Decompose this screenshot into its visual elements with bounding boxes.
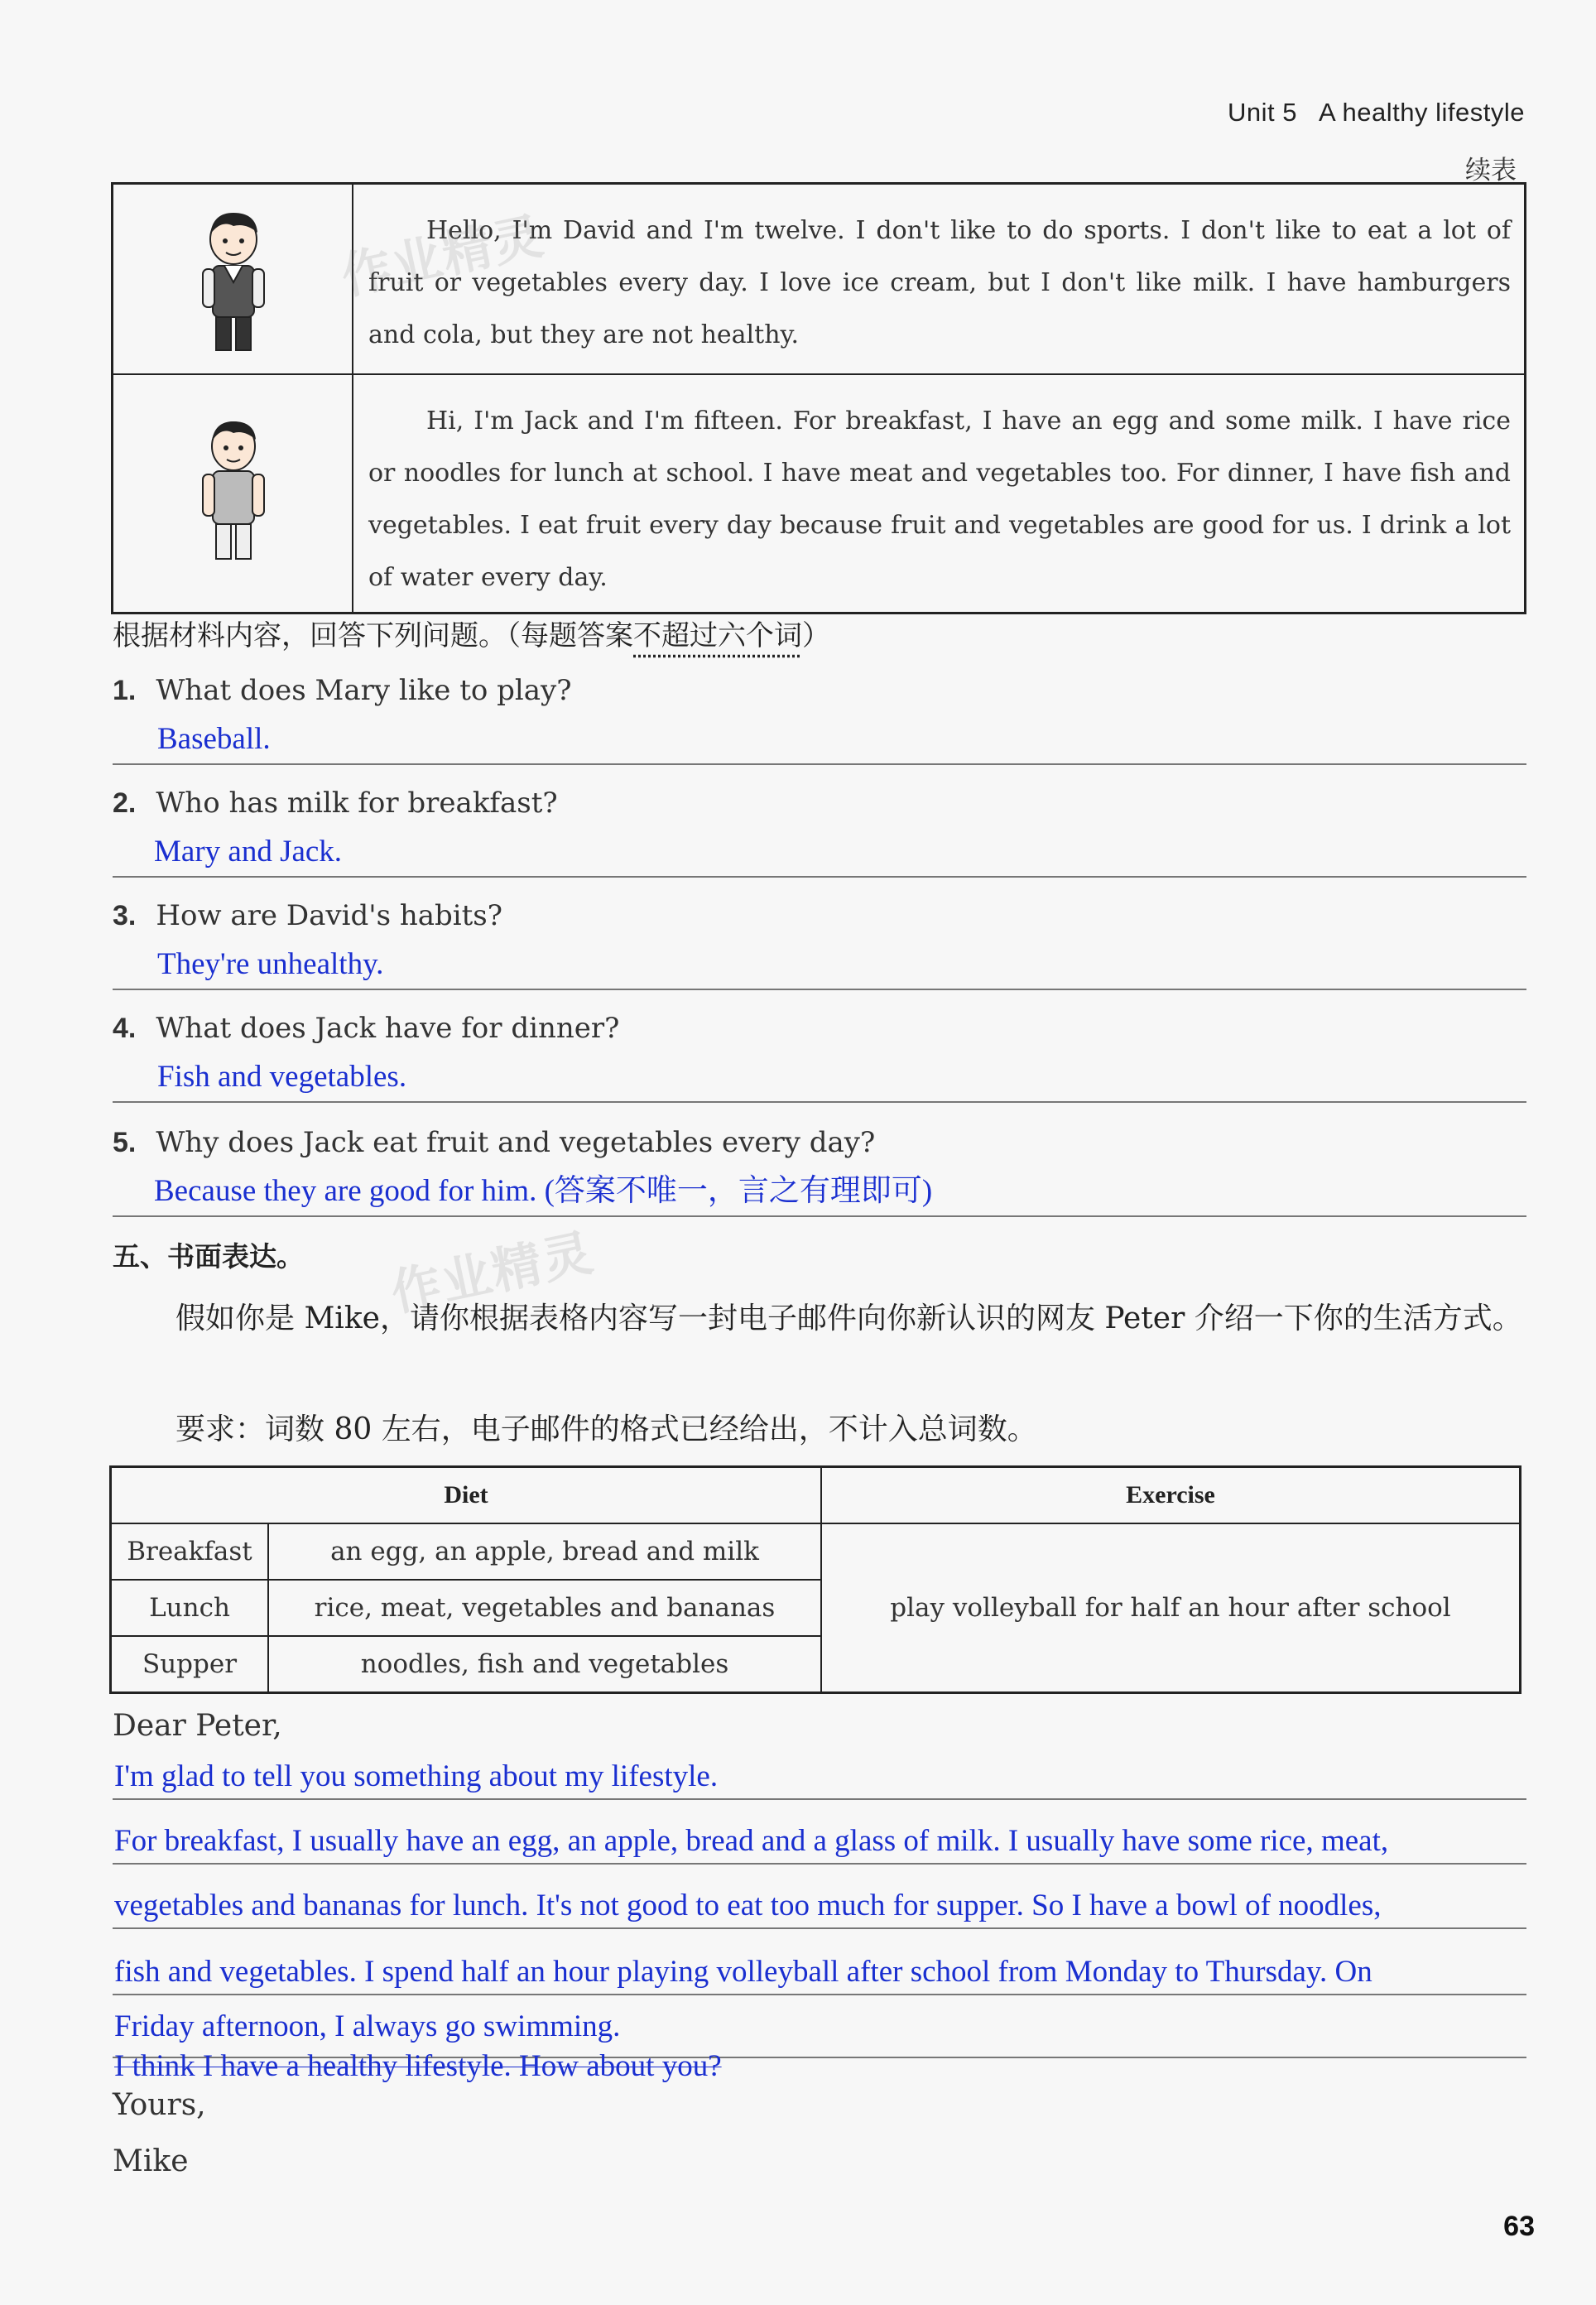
question-4 [113, 1003, 1526, 1103]
question-text [113, 778, 1526, 828]
question-text [113, 666, 1526, 715]
table-row [111, 1523, 1521, 1580]
answer-5[interactable]: Because they are good for him. (答案不唯一，言之有理即可) [113, 1167, 1526, 1217]
food-breakfast: an egg, an apple, bread and milk [268, 1523, 821, 1580]
jack-passage-text: Hi, I'm Jack and I'm fifteen. For breakfast, I have an egg and some milk. I have rice or noodles for lunch at school. I have meat and vegetables too. For dinner, I have fish and vegetables. I eat fruit every day because fruit and vegetables are good for us. I drink a lot of water every day. [368, 406, 1511, 592]
question-number: 5. [113, 1127, 137, 1158]
writing-task: 假如你是 Mike，请你根据表格内容写一封电子邮件向你新认识的网友 Peter 介绍一下你的生活方式。 [175, 1302, 1522, 1335]
meal-breakfast: Breakfast [111, 1523, 269, 1580]
answer-1[interactable]: Baseball. [113, 715, 1526, 765]
question-number: 1. [113, 675, 137, 706]
unit-label: Unit 5 [1227, 98, 1297, 127]
letter-greeting-block [113, 1709, 1526, 1743]
instruction-emphasis [633, 619, 802, 652]
letter-line-1: I'm glad to tell you something about my lifestyle. [114, 1759, 719, 1793]
letter-line-5: Friday afternoon, I always go swimming. [114, 2009, 621, 2043]
exercise-header: Exercise [821, 1467, 1521, 1524]
food-lunch: rice, meat, vegetables and bananas [268, 1580, 821, 1636]
instruction-prefix: 根据材料内容，回答下列问题。（每题答案 [113, 619, 633, 652]
writing-requirement: 要求：词数 80 左右，电子邮件的格式已经给出，不计入总词数。 [175, 1412, 1037, 1446]
question-4-text: What does Jack have for dinner? [156, 1012, 620, 1045]
unit-title: A healthy lifestyle [1318, 98, 1525, 127]
question-3 [113, 891, 1526, 990]
lifestyle-table [109, 1465, 1521, 1694]
question-1 [113, 666, 1526, 765]
question-2-text: Who has milk for breakfast? [156, 787, 558, 820]
david-illustration-cell [113, 184, 353, 374]
food-supper: noodles, fish and vegetables [268, 1636, 821, 1693]
writing-line [113, 1994, 1526, 1995]
question-2 [113, 778, 1526, 878]
questions-instruction [113, 613, 830, 653]
letter-line-2: For breakfast, I usually have an egg, an apple, bread and a glass of milk. I usually have some rice, meat, [114, 1824, 1389, 1858]
jack-illustration-cell [113, 374, 353, 614]
meal-supper: Supper [111, 1636, 269, 1693]
question-3-text: How are David's habits? [156, 899, 502, 932]
question-5-text: Why does Jack eat fruit and vegetables every day? [156, 1126, 876, 1159]
watermark: 作业精灵 [336, 206, 550, 306]
continued-label: 续表 [1465, 156, 1517, 185]
jack-passage [353, 374, 1526, 614]
reading-table [111, 182, 1526, 614]
exercise-cell: play volleyball for half an hour after school [821, 1523, 1521, 1693]
writing-line [113, 1863, 1526, 1865]
section-title: 五、书面表达。 [113, 1240, 304, 1273]
diet-header: Diet [111, 1467, 822, 1524]
meal-lunch: Lunch [111, 1580, 269, 1636]
page-number: 63 [1503, 2211, 1535, 2242]
answer-2[interactable]: Mary and Jack. [113, 828, 1526, 878]
answer-3[interactable]: They're unhealthy. [113, 941, 1526, 990]
question-text [113, 1118, 1526, 1167]
david-passage-text: Hello, I'm David and I'm twelve. I don't like to do sports. I don't like to eat a lot of fruit or vegetables every day. I love ice cream, but I don't like milk. I have hamburgers and cola, but they are not healthy. [368, 216, 1511, 349]
question-number: 4. [113, 1013, 137, 1044]
writing-line [113, 1927, 1526, 1929]
question-text [113, 1003, 1526, 1053]
reading-row-david [113, 184, 1526, 374]
instruction-emphasis-text: 不超过六个词 [633, 619, 802, 652]
boy-tshirt-illustration [188, 416, 279, 565]
boy-vest-illustration [188, 208, 279, 357]
question-1-text: What does Mary like to play? [156, 674, 572, 707]
letter-signature: Mike [113, 2144, 189, 2178]
running-header [1228, 98, 1525, 128]
table-header-row [111, 1467, 1521, 1524]
letter-greeting: Dear Peter, [113, 1709, 282, 1743]
letter-closing: Yours, [113, 2088, 206, 2122]
question-number: 2. [113, 787, 137, 819]
letter-line-4: fish and vegetables. I spend half an hour playing volleyball after school from Monday to Thursday. On [114, 1955, 1372, 1989]
letter-line-6: I think I have a healthy lifestyle. How about you? [114, 2049, 722, 2083]
question-number: 3. [113, 900, 137, 931]
reading-row-jack [113, 374, 1526, 614]
instruction-suffix: ） [802, 619, 830, 652]
letter-body[interactable] [113, 1755, 1526, 2083]
answer-4[interactable]: Fish and vegetables. [113, 1053, 1526, 1103]
question-5 [113, 1118, 1526, 1217]
watermark: 作业精灵 [386, 1223, 599, 1323]
letter-line-3: vegetables and bananas for lunch. It's not good to eat too much for supper. So I have a bowl of noodles, [114, 1889, 1382, 1922]
writing-line [113, 1798, 1526, 1800]
question-text [113, 891, 1526, 941]
